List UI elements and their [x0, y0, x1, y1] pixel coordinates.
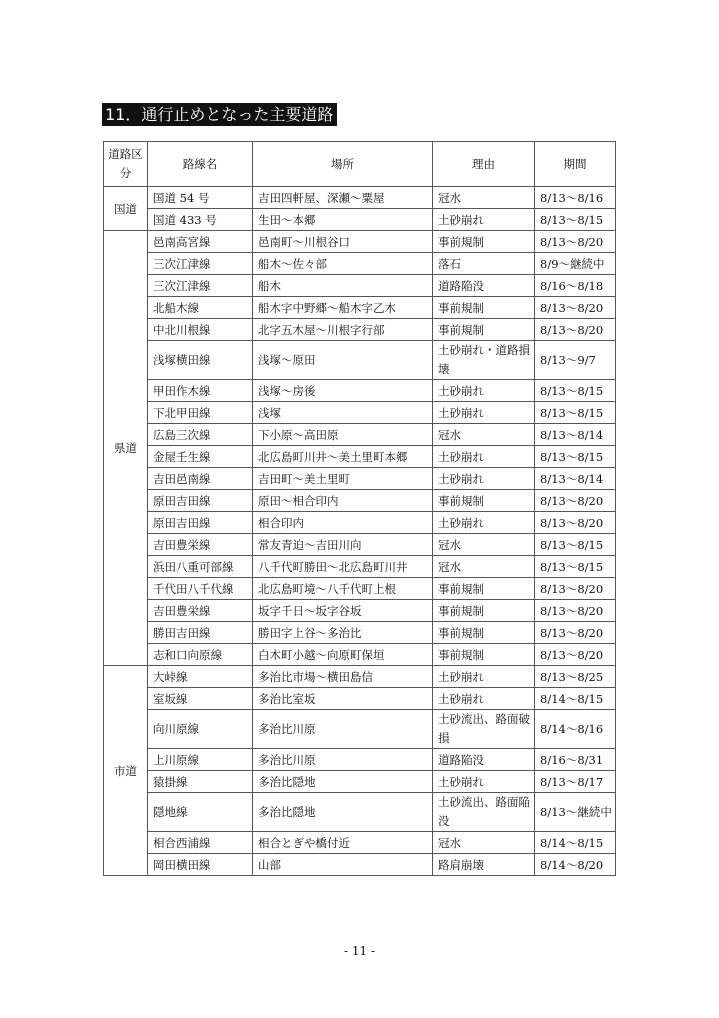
table-row	[104, 666, 616, 688]
period-cell: 8/13～8/15	[535, 446, 616, 468]
period-cell: 8/13～8/15	[535, 556, 616, 578]
location-cell: 山部	[253, 854, 433, 876]
table-row	[104, 644, 616, 666]
reason-cell: 事前規制	[433, 231, 535, 253]
period-cell: 8/13～8/20	[535, 512, 616, 534]
period-cell: 8/13～8/20	[535, 622, 616, 644]
location-cell: 相合印内	[253, 512, 433, 534]
location-cell: 船木字中野郷～船木字乙木	[253, 297, 433, 319]
period-cell: 8/16～8/18	[535, 275, 616, 297]
reason-cell: 土砂崩れ	[433, 771, 535, 793]
route-name-cell: 邑南高宮線	[148, 231, 253, 253]
period-cell: 8/13～8/20	[535, 319, 616, 341]
table-row	[104, 402, 616, 424]
location-cell: 坂字千日～坂字谷坂	[253, 600, 433, 622]
route-name-cell: 岡田横田線	[148, 854, 253, 876]
location-cell: 多治比市場～横田島信	[253, 666, 433, 688]
table-row	[104, 832, 616, 854]
location-cell: 浅塚～房後	[253, 380, 433, 402]
table-row	[104, 341, 616, 380]
table-row	[104, 209, 616, 231]
route-name-cell: 千代田八千代線	[148, 578, 253, 600]
reason-cell: 事前規制	[433, 490, 535, 512]
table-row	[104, 710, 616, 749]
location-cell: 多治比隠地	[253, 793, 433, 832]
table-row	[104, 468, 616, 490]
location-cell: 多治比川原	[253, 710, 433, 749]
route-name-cell: 勝田吉田線	[148, 622, 253, 644]
route-name-cell: 下北甲田線	[148, 402, 253, 424]
road-category-cell: 市道	[104, 666, 148, 876]
route-name-cell: 猿掛線	[148, 771, 253, 793]
reason-cell: 事前規制	[433, 600, 535, 622]
period-cell: 8/14～8/15	[535, 832, 616, 854]
reason-cell: 冠水	[433, 534, 535, 556]
table-row	[104, 187, 616, 209]
location-cell: 北広島町境～八千代町上根	[253, 578, 433, 600]
table-row	[104, 490, 616, 512]
table-row	[104, 771, 616, 793]
location-cell: 相合とぎや橋付近	[253, 832, 433, 854]
header-location: 場所	[253, 142, 433, 187]
route-name-cell: 向川原線	[148, 710, 253, 749]
table-row	[104, 297, 616, 319]
route-name-cell: 志和口向原線	[148, 644, 253, 666]
location-cell: 邑南町～川根谷口	[253, 231, 433, 253]
period-cell: 8/13～継続中	[535, 793, 616, 832]
route-name-cell: 国道 433 号	[148, 209, 253, 231]
location-cell: 多治比室坂	[253, 688, 433, 710]
reason-cell: 土砂崩れ	[433, 209, 535, 231]
period-cell: 8/13～8/14	[535, 468, 616, 490]
reason-cell: 土砂崩れ	[433, 666, 535, 688]
route-name-cell: 吉田豊栄線	[148, 534, 253, 556]
reason-cell: 道路陥没	[433, 275, 535, 297]
reason-cell: 事前規制	[433, 622, 535, 644]
location-cell: 勝田字上谷～多治比	[253, 622, 433, 644]
period-cell: 8/13～8/17	[535, 771, 616, 793]
reason-cell: 土砂崩れ・道路損壊	[433, 341, 535, 380]
period-cell: 8/13～8/16	[535, 187, 616, 209]
header-period: 期間	[535, 142, 616, 187]
reason-cell: 事前規制	[433, 297, 535, 319]
reason-cell: 土砂崩れ	[433, 380, 535, 402]
table-row	[104, 253, 616, 275]
route-name-cell: 国道 54 号	[148, 187, 253, 209]
reason-cell: 路肩崩壊	[433, 854, 535, 876]
reason-cell: 事前規制	[433, 644, 535, 666]
reason-cell: 冠水	[433, 187, 535, 209]
location-cell: 北広島町川井～美土里町本郷	[253, 446, 433, 468]
period-cell: 8/9～継続中	[535, 253, 616, 275]
route-name-cell: 室坂線	[148, 688, 253, 710]
location-cell: 吉田町～美土里町	[253, 468, 433, 490]
table-row	[104, 275, 616, 297]
route-name-cell: 浅塚横田線	[148, 341, 253, 380]
period-cell: 8/13～8/20	[535, 600, 616, 622]
route-name-cell: 上川原線	[148, 749, 253, 771]
period-cell: 8/13～8/15	[535, 209, 616, 231]
table-row	[104, 688, 616, 710]
reason-cell: 落石	[433, 253, 535, 275]
reason-cell: 事前規制	[433, 319, 535, 341]
road-category-cell: 県道	[104, 231, 148, 666]
route-name-cell: 中北川根線	[148, 319, 253, 341]
table-row	[104, 578, 616, 600]
route-name-cell: 北船木線	[148, 297, 253, 319]
route-name-cell: 原田吉田線	[148, 512, 253, 534]
reason-cell: 土砂崩れ	[433, 688, 535, 710]
table-row	[104, 424, 616, 446]
reason-cell: 道路陥没	[433, 749, 535, 771]
period-cell: 8/13～8/15	[535, 380, 616, 402]
header-route: 路線名	[148, 142, 253, 187]
route-name-cell: 相合西浦線	[148, 832, 253, 854]
route-name-cell: 吉田豊栄線	[148, 600, 253, 622]
route-name-cell: 隠地線	[148, 793, 253, 832]
route-name-cell: 広島三次線	[148, 424, 253, 446]
route-name-cell: 三次江津線	[148, 275, 253, 297]
reason-cell: 冠水	[433, 832, 535, 854]
location-cell: 多治比川原	[253, 749, 433, 771]
table-row	[104, 319, 616, 341]
location-cell: 白木町小越～向原町保垣	[253, 644, 433, 666]
location-cell: 常友青迫～吉田川向	[253, 534, 433, 556]
route-name-cell: 吉田邑南線	[148, 468, 253, 490]
reason-cell: 土砂流出、路面破損	[433, 710, 535, 749]
location-cell: 生田～本郷	[253, 209, 433, 231]
route-name-cell: 大峠線	[148, 666, 253, 688]
period-cell: 8/16～8/31	[535, 749, 616, 771]
reason-cell: 土砂崩れ	[433, 402, 535, 424]
period-cell: 8/13～8/25	[535, 666, 616, 688]
table-row	[104, 793, 616, 832]
period-cell: 8/14～8/20	[535, 854, 616, 876]
reason-cell: 土砂崩れ	[433, 512, 535, 534]
table-row	[104, 380, 616, 402]
location-cell: 船木～佐々部	[253, 253, 433, 275]
location-cell: 吉田四軒屋、深瀬～粟屋	[253, 187, 433, 209]
closed-roads-table	[103, 141, 616, 876]
reason-cell: 土砂崩れ	[433, 468, 535, 490]
table-row	[104, 231, 616, 253]
table-row	[104, 534, 616, 556]
location-cell: 北字五木屋～川根字行部	[253, 319, 433, 341]
period-cell: 8/14～8/16	[535, 710, 616, 749]
period-cell: 8/14～8/15	[535, 688, 616, 710]
table-body	[104, 187, 616, 876]
period-cell: 8/13～8/20	[535, 578, 616, 600]
section-title: 11．通行止めとなった主要道路	[102, 103, 337, 126]
table-row	[104, 854, 616, 876]
route-name-cell: 原田吉田線	[148, 490, 253, 512]
period-cell: 8/13～9/7	[535, 341, 616, 380]
period-cell: 8/13～8/20	[535, 644, 616, 666]
location-cell: 浅塚～原田	[253, 341, 433, 380]
table-row	[104, 556, 616, 578]
reason-cell: 土砂崩れ	[433, 446, 535, 468]
period-cell: 8/13～8/14	[535, 424, 616, 446]
route-name-cell: 三次江津線	[148, 253, 253, 275]
period-cell: 8/13～8/20	[535, 297, 616, 319]
location-cell: 浅塚	[253, 402, 433, 424]
period-cell: 8/13～8/15	[535, 534, 616, 556]
header-reason: 理由	[433, 142, 535, 187]
reason-cell: 冠水	[433, 424, 535, 446]
location-cell: 下小原～高田原	[253, 424, 433, 446]
table-row	[104, 600, 616, 622]
table-row	[104, 749, 616, 771]
location-cell: 船木	[253, 275, 433, 297]
location-cell: 原田～相合印内	[253, 490, 433, 512]
reason-cell: 土砂流出、路面陥没	[433, 793, 535, 832]
route-name-cell: 浜田八重可部線	[148, 556, 253, 578]
reason-cell: 事前規制	[433, 578, 535, 600]
route-name-cell: 金屋壬生線	[148, 446, 253, 468]
header-category: 道路区分	[104, 142, 148, 187]
location-cell: 多治比隠地	[253, 771, 433, 793]
table-row	[104, 512, 616, 534]
reason-cell: 冠水	[433, 556, 535, 578]
table-row	[104, 622, 616, 644]
table-row	[104, 446, 616, 468]
period-cell: 8/13～8/20	[535, 490, 616, 512]
location-cell: 八千代町勝田～北広島町川井	[253, 556, 433, 578]
period-cell: 8/13～8/20	[535, 231, 616, 253]
table-header-row	[104, 142, 616, 187]
route-name-cell: 甲田作木線	[148, 380, 253, 402]
page-number: - 11 -	[343, 944, 375, 958]
road-category-cell: 国道	[104, 187, 148, 231]
period-cell: 8/13～8/15	[535, 402, 616, 424]
